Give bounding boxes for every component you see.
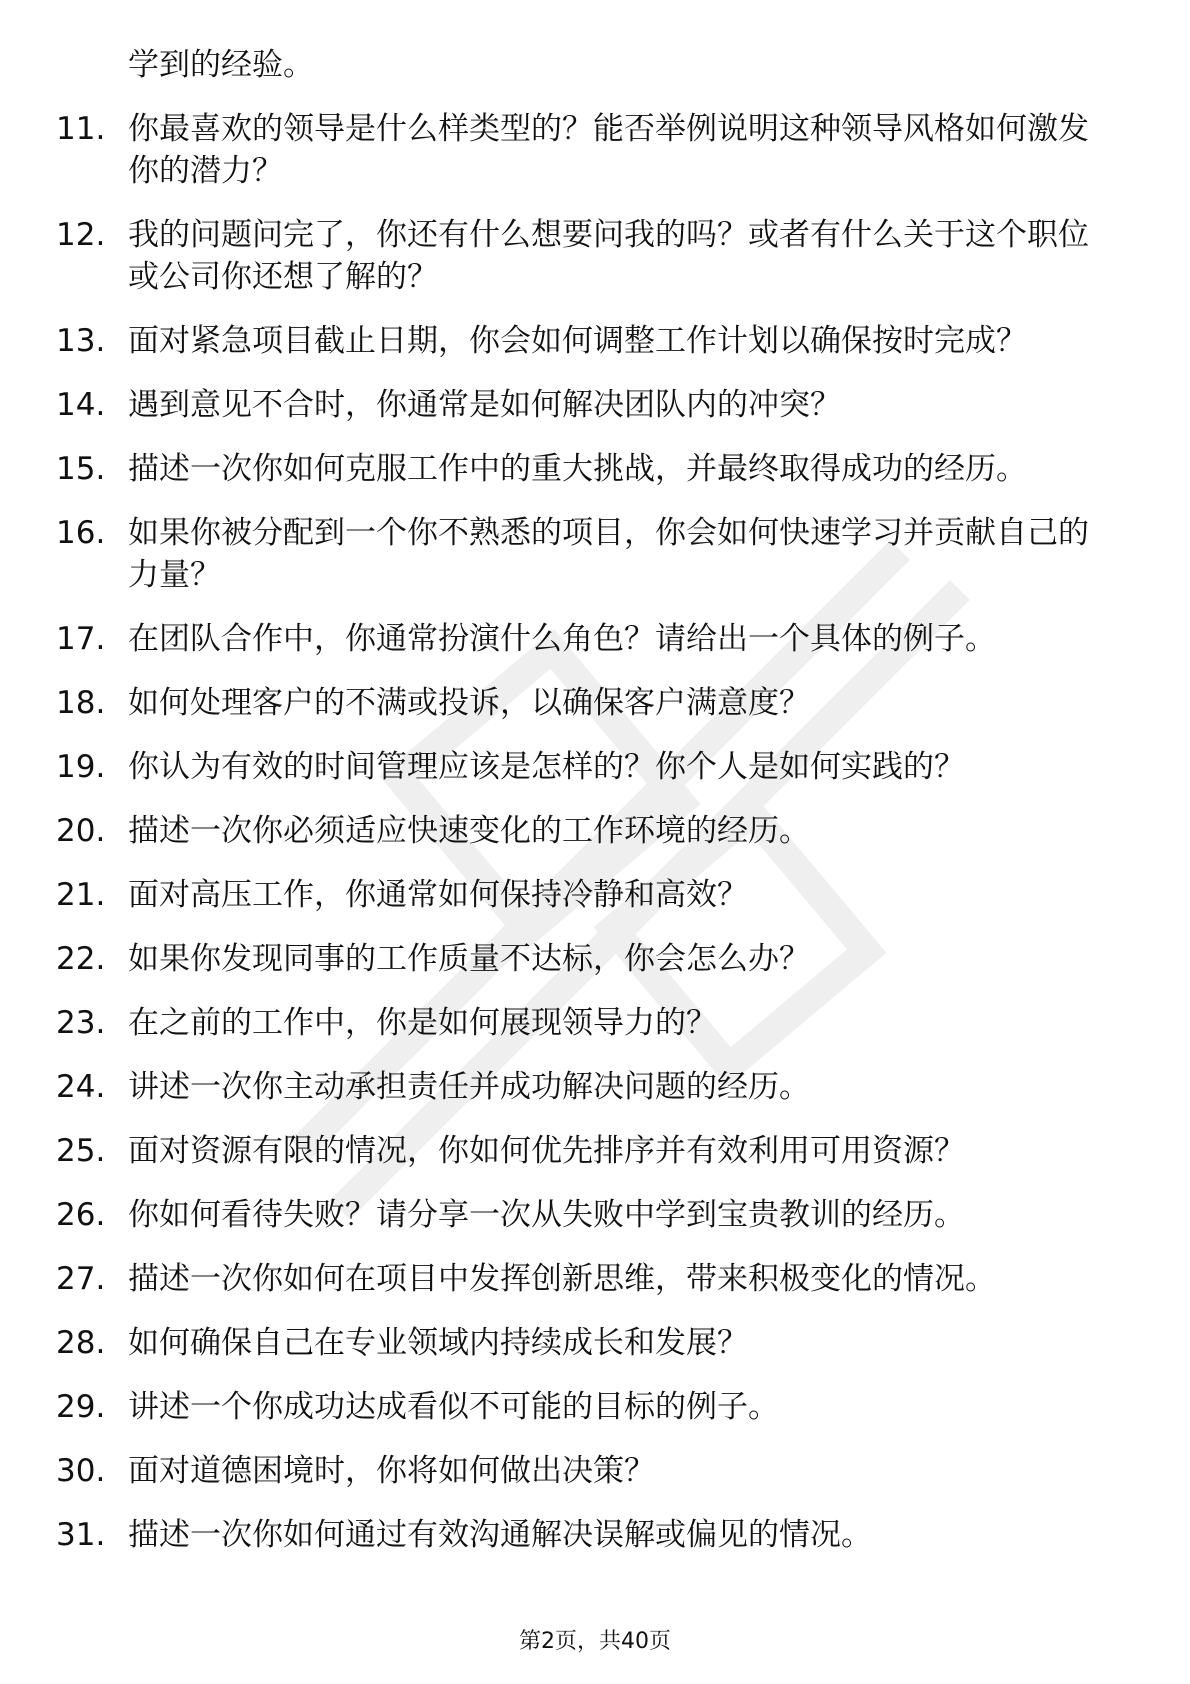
page-footer: 第2页，共40页 xyxy=(519,1629,671,1654)
question-number: 27. xyxy=(56,1261,106,1297)
question-text: 面对高压工作，你通常如何保持冷静和高效？ xyxy=(128,877,748,913)
question-item xyxy=(56,1258,1106,1300)
question-number: 25. xyxy=(56,1133,106,1169)
question-text: 我的问题问完了，你还有什么想要问我的吗？或者有什么关于这个职位或公司你还想了解的？ xyxy=(128,217,1089,295)
question-text: 面对紧急项目截止日期，你会如何调整工作计划以确保按时完成？ xyxy=(128,323,1027,359)
question-item xyxy=(56,448,1106,490)
question-number: 26. xyxy=(56,1197,106,1233)
question-text: 你最喜欢的领导是什么样类型的？能否举例说明这种领导风格如何激发你的潜力？ xyxy=(128,111,1089,189)
continuation-text: 学到的经验。 xyxy=(128,47,314,83)
question-text: 如果你被分配到一个你不熟悉的项目，你会如何快速学习并贡献自己的力量？ xyxy=(128,515,1089,593)
question-text: 如何确保自己在专业领域内持续成长和发展？ xyxy=(128,1325,748,1361)
question-text: 描述一次你如何通过有效沟通解决误解或偏见的情况。 xyxy=(128,1517,872,1553)
question-item xyxy=(56,1002,1106,1044)
question-text: 你认为有效的时间管理应该是怎样的？你个人是如何实践的？ xyxy=(128,749,965,785)
question-text: 描述一次你必须适应快速变化的工作环境的经历。 xyxy=(128,813,810,849)
question-number: 12. xyxy=(56,217,106,253)
question-number: 31. xyxy=(56,1517,106,1553)
question-number: 15. xyxy=(56,451,106,487)
question-number: 19. xyxy=(56,749,106,785)
question-number: 13. xyxy=(56,323,106,359)
question-item xyxy=(56,746,1106,788)
question-number: 30. xyxy=(56,1453,106,1489)
question-item xyxy=(56,810,1106,852)
question-text: 描述一次你如何克服工作中的重大挑战，并最终取得成功的经历。 xyxy=(128,451,1027,487)
question-item xyxy=(56,618,1106,660)
question-number: 23. xyxy=(56,1005,106,1041)
question-text: 面对资源有限的情况，你如何优先排序并有效利用可用资源？ xyxy=(128,1133,965,1169)
question-number: 14. xyxy=(56,387,106,423)
question-item xyxy=(56,512,1106,596)
question-item xyxy=(56,874,1106,916)
question-item xyxy=(56,214,1106,298)
question-item xyxy=(56,1450,1106,1492)
question-number: 22. xyxy=(56,941,106,977)
question-number: 24. xyxy=(56,1069,106,1105)
question-text: 讲述一个你成功达成看似不可能的目标的例子。 xyxy=(128,1389,779,1425)
question-number: 18. xyxy=(56,685,106,721)
question-item xyxy=(56,1130,1106,1172)
question-item xyxy=(56,938,1106,980)
question-item xyxy=(56,1386,1106,1428)
question-number: 29. xyxy=(56,1389,106,1425)
question-number: 28. xyxy=(56,1325,106,1361)
question-item xyxy=(56,1194,1106,1236)
question-text: 面对道德困境时，你将如何做出决策？ xyxy=(128,1453,655,1489)
question-number: 17. xyxy=(56,621,106,657)
question-item xyxy=(56,1322,1106,1364)
question-text: 如果你发现同事的工作质量不达标，你会怎么办？ xyxy=(128,941,810,977)
question-number: 11. xyxy=(56,111,106,147)
question-item xyxy=(56,682,1106,724)
question-text: 在团队合作中，你通常扮演什么角色？请给出一个具体的例子。 xyxy=(128,621,996,657)
question-item xyxy=(56,1066,1106,1108)
question-number: 16. xyxy=(56,515,106,551)
question-text: 如何处理客户的不满或投诉，以确保客户满意度？ xyxy=(128,685,810,721)
question-text: 你如何看待失败？请分享一次从失败中学到宝贵教训的经历。 xyxy=(128,1197,965,1233)
question-item xyxy=(56,320,1106,362)
question-item xyxy=(56,384,1106,426)
question-number: 20. xyxy=(56,813,106,849)
question-text: 在之前的工作中，你是如何展现领导力的？ xyxy=(128,1005,717,1041)
question-text: 遇到意见不合时，你通常是如何解决团队内的冲突？ xyxy=(128,387,841,423)
question-text: 描述一次你如何在项目中发挥创新思维，带来积极变化的情况。 xyxy=(128,1261,996,1297)
question-item xyxy=(56,1514,1106,1556)
question-text: 讲述一次你主动承担责任并成功解决问题的经历。 xyxy=(128,1069,810,1105)
question-number: 21. xyxy=(56,877,106,913)
question-list xyxy=(56,44,1106,1578)
question-item xyxy=(56,108,1106,192)
